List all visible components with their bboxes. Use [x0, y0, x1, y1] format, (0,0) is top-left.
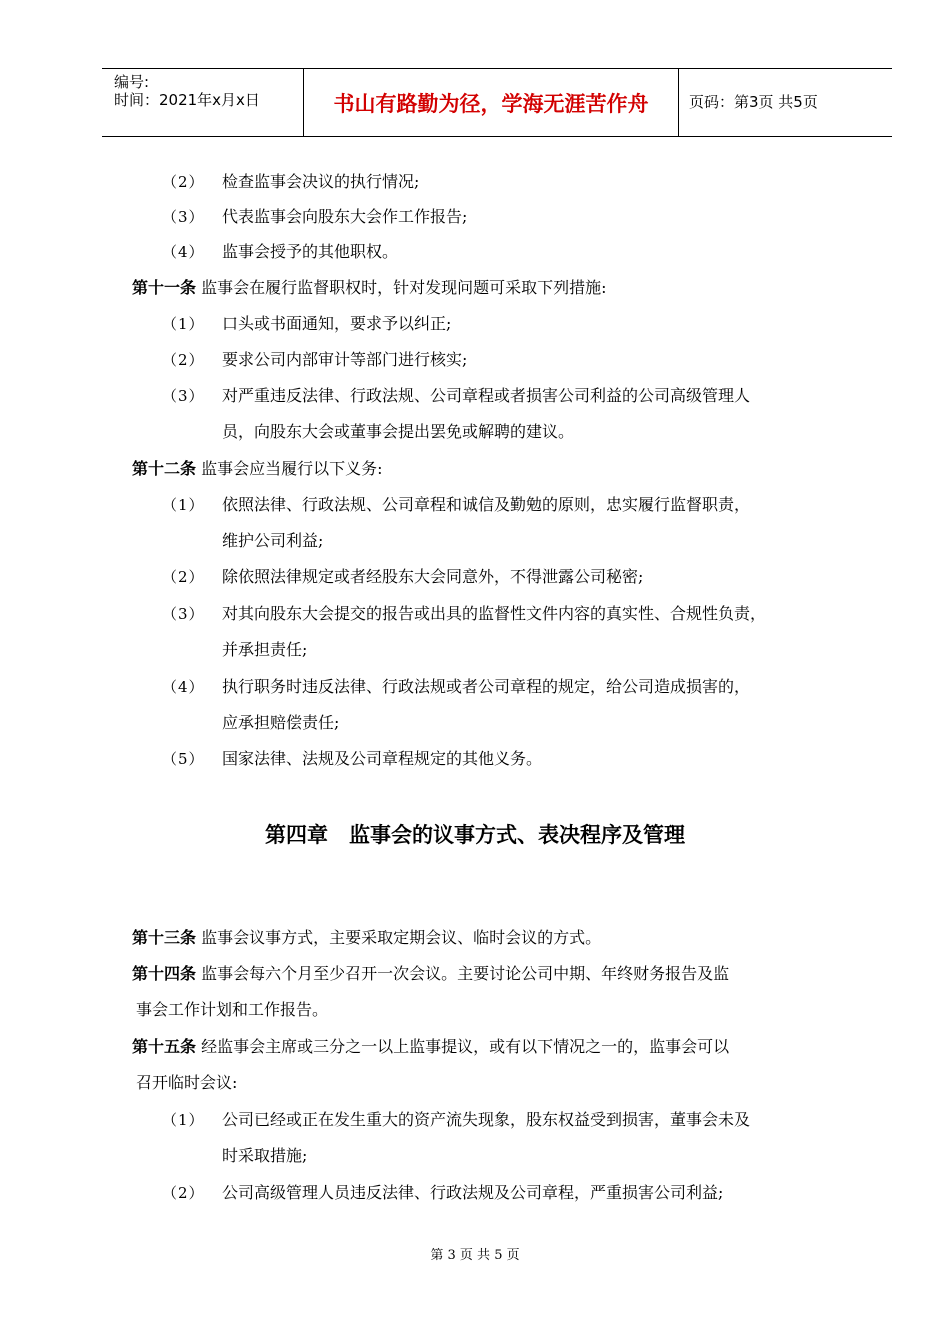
list-item-text: 监事会授予的其他职权。 [222, 242, 399, 261]
list-item-number: （3） [162, 387, 205, 405]
list-item-number: （1） [162, 496, 205, 514]
list-item-text-cont: 维护公司利益; [222, 531, 324, 550]
list-item-text: 代表监事会向股东大会作工作报告; [222, 207, 468, 226]
article-label: 第十五条 [132, 1037, 197, 1056]
list-item-text: 对严重违反法律、行政法规、公司章程或者损害公司利益的公司高级管理人 [222, 386, 751, 405]
date-label: 时间：2021年x月x日 [114, 91, 260, 109]
header-motto-cell [304, 69, 679, 136]
list-item-number: （2） [162, 173, 205, 191]
list-item-text: 国家法律、法规及公司章程规定的其他义务。 [222, 749, 543, 768]
list-item-text: 要求公司内部审计等部门进行核实; [222, 350, 468, 369]
list-item-text: 检查监事会决议的执行情况; [222, 172, 420, 191]
list-item-number: （3） [162, 208, 205, 226]
list-item-text: 依照法律、行政法规、公司章程和诚信及勤勉的原则，忠实履行监督职责， [222, 495, 751, 514]
article-label: 第十一条 [132, 278, 197, 297]
list-item-text-cont: 员，向股东大会或董事会提出罢免或解聘的建议。 [222, 422, 575, 441]
list-item-number: （1） [162, 1111, 205, 1129]
article-11 [132, 278, 607, 298]
serial-number-label: 编号: [114, 73, 150, 91]
article-text: 监事会在履行监督职权时，针对发现问题可采取下列措施: [201, 278, 607, 297]
list-item-text: 公司已经或正在发生重大的资产流失现象，股东权益受到损害，董事会未及 [222, 1110, 751, 1129]
list-item-text: 对其向股东大会提交的报告或出具的监督性文件内容的真实性、合规性负责， [222, 604, 767, 623]
list-item-number: （2） [162, 351, 205, 369]
list-item-number: （1） [162, 315, 205, 333]
article-text: 经监事会主席或三分之一以上监事提议，或有以下情况之一的，监事会可以 [201, 1037, 730, 1056]
page-footer: 第 3 页 共 5 页 [430, 1248, 520, 1263]
chapter-heading: 第四章 监事会的议事方式、表决程序及管理 [265, 823, 685, 847]
article-label: 第十三条 [132, 928, 197, 947]
article-text-cont: 事会工作计划和工作报告。 [136, 1000, 329, 1019]
article-text: 监事会议事方式，主要采取定期会议、临时会议的方式。 [201, 928, 602, 947]
article-12 [132, 459, 383, 479]
article-13 [132, 928, 601, 948]
list-item-text-cont: 时采取措施; [222, 1146, 308, 1165]
article-label: 第十四条 [132, 964, 197, 983]
list-item-text: 公司高级管理人员违反法律、行政法规及公司章程，严重损害公司利益; [222, 1183, 724, 1202]
list-item-text: 执行职务时违反法律、行政法规或者公司章程的规定，给公司造成损害的， [222, 677, 751, 696]
list-item-number: （2） [162, 568, 205, 586]
list-item-number: （5） [162, 750, 205, 768]
page-number-label: 页码：第3页 共5页 [689, 93, 818, 111]
article-text: 监事会应当履行以下义务: [201, 459, 383, 478]
list-item-text-cont: 应承担赔偿责任; [222, 713, 340, 732]
list-item-number: （2） [162, 1184, 205, 1202]
list-item-number: （4） [162, 243, 205, 261]
list-item-text: 除依照法律规定或者经股东大会同意外，不得泄露公司秘密; [222, 567, 644, 586]
list-item-number: （3） [162, 605, 205, 623]
list-item-number: （4） [162, 678, 205, 696]
article-text-cont: 召开临时会议: [136, 1073, 238, 1092]
page-header [102, 68, 892, 137]
article-text: 监事会每六个月至少召开一次会议。主要讨论公司中期、年终财务报告及监 [201, 964, 730, 983]
header-meta-cell [102, 69, 304, 136]
motto: 书山有路勤为径，学海无涯苦作舟 [333, 92, 649, 116]
article-14 [132, 964, 729, 984]
list-item-text: 口头或书面通知，要求予以纠正; [222, 314, 452, 333]
header-page-cell [679, 69, 892, 136]
article-label: 第十二条 [132, 459, 197, 478]
article-15 [132, 1037, 729, 1057]
list-item-text-cont: 并承担责任; [222, 640, 308, 659]
